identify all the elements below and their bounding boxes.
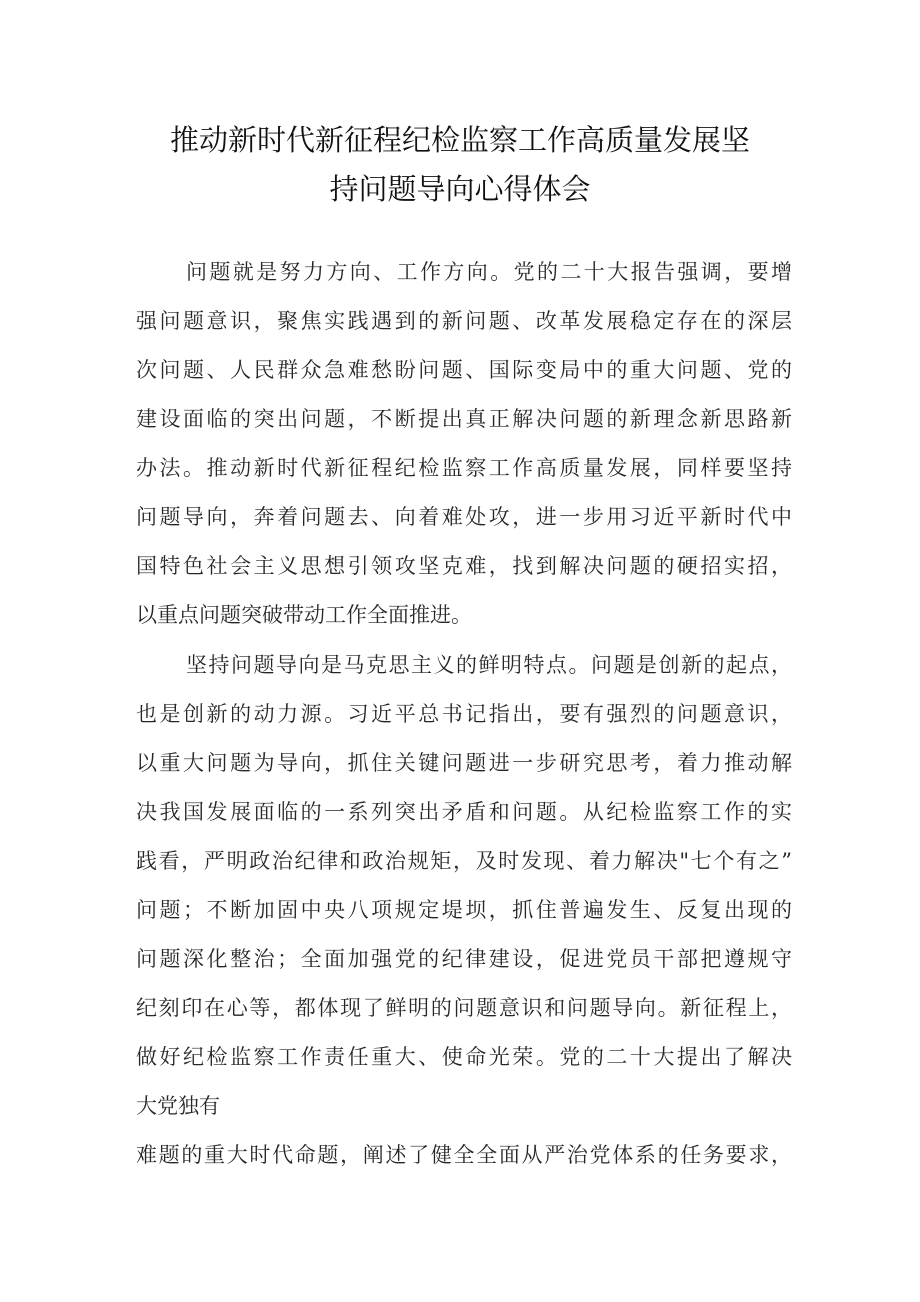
paragraph-2-line-10: 大党独有	[136, 1094, 220, 1118]
paragraph-2-line-5: 践看，严明政治纪律和政治规矩，及时发现、着力解决"七个有之”	[136, 849, 792, 873]
paragraph-1-line-4: 建设面临的突出问题，不断提出真正解决问题的新理念新思路新	[136, 407, 792, 431]
document-title-line-2: 持问题导向心得体会	[329, 172, 591, 206]
paragraph-2-line-11: 难题的重大时代命题，阐述了健全全面从严治党体系的任务要求，	[136, 1143, 792, 1167]
paragraph-2-line-6: 问题；不断加固中央八项规定堤坝，抓住普遍发生、反复出现的	[136, 898, 792, 922]
paragraph-2-line-1: 坚持问题导向是马克思主义的鲜明特点。问题是创新的起点，	[186, 653, 792, 677]
paragraph-2-line-9: 做好纪检监察工作责任重大、使命光荣。党的二十大提出了解决	[136, 1045, 792, 1069]
paragraph-2-line-7: 问题深化整治；全面加强党的纪律建设，促进党员干部把遵规守	[136, 947, 792, 971]
paragraph-1-line-5: 办法。推动新时代新征程纪检监察工作高质量发展，同样要坚持	[136, 456, 792, 480]
paragraph-1-line-3: 次问题、人民群众急难愁盼问题、国际变局中的重大问题、党的	[136, 358, 792, 382]
paragraph-1-line-7: 国特色社会主义思想引领攻坚克难，找到解决问题的硬招实招，	[136, 554, 792, 578]
document-title-line-1: 推动新时代新征程纪检监察工作高质量发展坚	[169, 123, 750, 157]
paragraph-1-line-1: 问题就是努力方向、工作方向。党的二十大报告强调，要增	[186, 260, 792, 284]
paragraph-1-line-2: 强问题意识，聚焦实践遇到的新问题、改革发展稳定存在的深层	[136, 309, 792, 333]
paragraph-2-line-8: 纪刻印在心等，都体现了鲜明的问题意识和问题导向。新征程上，	[136, 996, 792, 1020]
paragraph-2-line-2: 也是创新的动力源。习近平总书记指出，要有强烈的问题意识，	[136, 702, 792, 726]
paragraph-1-line-8: 以重点问题突破带动工作全面推进。	[136, 603, 472, 627]
paragraph-2-line-3: 以重大问题为导向，抓住关键问题进一步研究思考，着力推动解	[136, 751, 792, 775]
paragraph-2-line-4: 决我国发展面临的一系列突出矛盾和问题。从纪检监察工作的实	[136, 800, 792, 824]
paragraph-1-line-6: 问题导向，奔着问题去、向着难处攻，进一步用习近平新时代中	[136, 505, 792, 529]
